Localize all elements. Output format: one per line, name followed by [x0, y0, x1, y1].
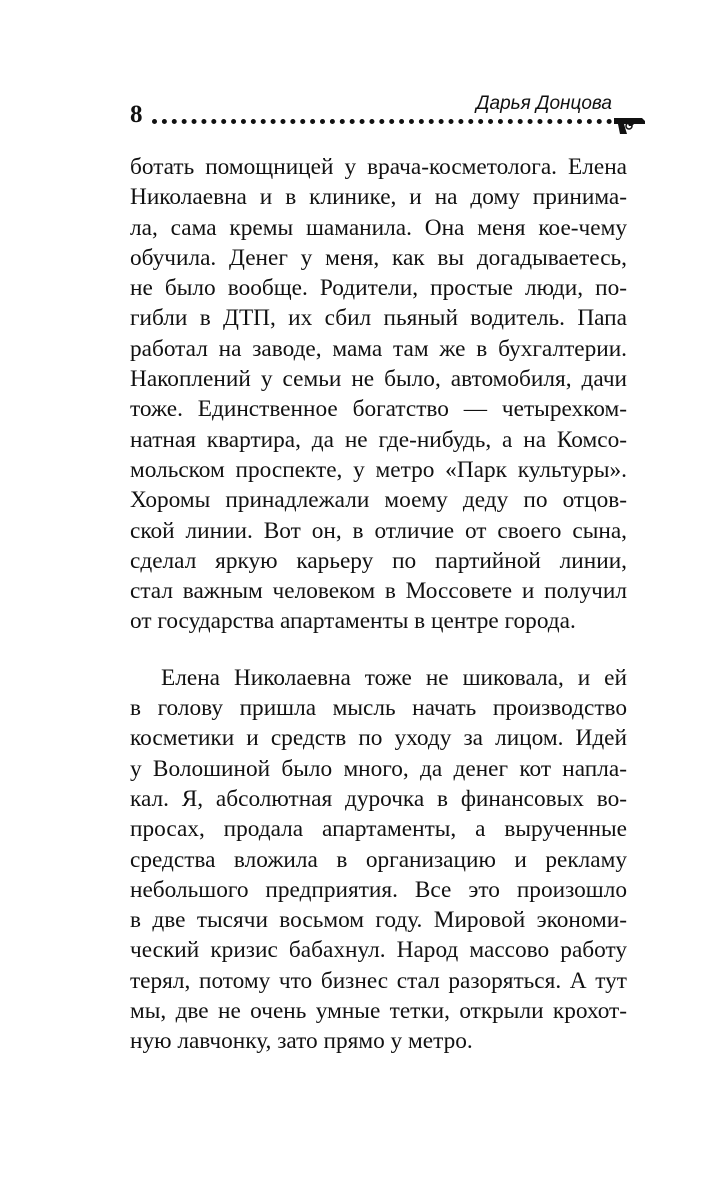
text-line: небольшого предприятия. Все это произошло — [130, 876, 627, 903]
running-header — [130, 92, 646, 142]
text-line: стал важным человеком в Моссовете и получил — [130, 578, 627, 605]
text-line: ную лавчонку, зато прямо у метро. — [130, 1028, 473, 1055]
text-line: терял, потому что бизнес стал разоряться. А тут — [130, 967, 627, 994]
text-line: в голову пришла мысль начать производство — [130, 695, 627, 722]
text-line: мольском проспекте, у метро «Парк культуры». — [130, 456, 627, 483]
text-line: в две тысячи восьмом году. Мировой экономи- — [130, 907, 627, 934]
paragraph-gap — [130, 637, 627, 663]
text-line: средства вложила в организацию и рекламу — [130, 846, 627, 873]
text-line: гибли в ДТП, их сбил пьяный водитель. Папа — [130, 305, 627, 332]
text-line: ла, сама кремы шаманила. Она меня кое-чему — [130, 214, 627, 241]
text-line: просах, продала апартаменты, а вырученные — [130, 816, 627, 843]
text-line: Елена Николаевна тоже не шиковала, и ей — [161, 664, 627, 691]
dotted-rule — [152, 119, 622, 124]
text-line: Хоромы принадлежали моему деду по отцов- — [130, 487, 627, 514]
text-line: мы, две не очень умные тетки, открыли крохот- — [130, 998, 627, 1025]
text-line: Накоплений у семьи не было, автомобиля, дачи — [130, 366, 627, 393]
text-line: натная квартира, да не где-нибудь, а на Комсо- — [130, 426, 627, 453]
text-line: Николаевна и в клинике, и на дому принима- — [130, 184, 627, 211]
text-line: обучила. Денег у меня, как вы догадываетесь, — [130, 244, 627, 271]
text-line: ботать помощницей у врача-косметолога. Елена — [130, 154, 627, 180]
paragraph-1 — [130, 152, 627, 637]
text-line: косметики и средств по уходу за лицом. Идей — [130, 725, 627, 752]
running-header-author: Дарья Донцова — [476, 93, 612, 114]
text-line: ской линии. Вот он, в отличие от своего сына, — [130, 517, 627, 544]
text-line: не было вообще. Родители, простые люди, по- — [130, 275, 627, 302]
text-line: у Волошиной было много, да денег кот напла- — [130, 755, 627, 782]
text-line: тоже. Единственное богатство — четырехком- — [130, 396, 627, 423]
pistol-icon — [612, 114, 648, 136]
text-line: работал на заводе, мама там же в бухгалтерии. — [130, 335, 627, 362]
text-line: кал. Я, абсолютная дурочка в финансовых во- — [130, 785, 627, 812]
text-line: сделал яркую карьеру по партийной линии, — [130, 547, 627, 574]
text-body — [130, 152, 627, 1057]
text-line: ческий кризис бабахнул. Народ массово работу — [130, 937, 627, 964]
page-number: 8 — [130, 101, 143, 128]
paragraph-2 — [130, 663, 627, 1057]
text-line: от государства апартаменты в центре города. — [130, 608, 576, 635]
